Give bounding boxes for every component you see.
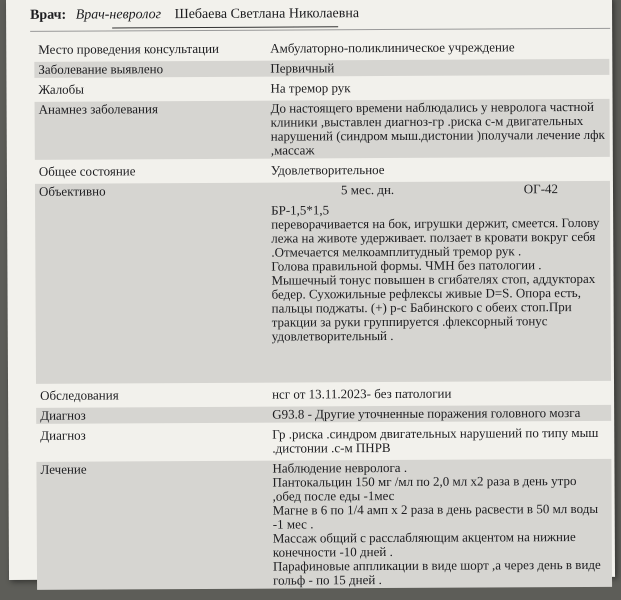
row-value xyxy=(268,459,612,589)
header-underline xyxy=(112,26,338,28)
row-label: Заболевание выявлено xyxy=(38,61,164,77)
doctor-header xyxy=(30,6,359,24)
document-page xyxy=(6,0,615,588)
value-line: конечности -10 дней . xyxy=(272,543,393,560)
row-objective xyxy=(35,181,611,384)
row-label: Диагноз xyxy=(40,407,86,423)
row-value xyxy=(266,39,609,57)
row-value xyxy=(267,161,610,179)
row-general-state xyxy=(35,161,610,180)
value-line: Мышечный тонус повышен в сгибателях стоп, аддукторах xyxy=(271,270,596,288)
value-line: Пантокальцин 150 мг /мл по 2,0 мл х2 раза в день утро xyxy=(272,473,577,490)
value-line: удовлетворительный . xyxy=(271,327,394,344)
value-line: Массаж общий с расслабляющим акцентом на нижние xyxy=(272,529,576,546)
value-line: ,массаж xyxy=(270,142,315,158)
row-diagnosis-code xyxy=(36,405,611,424)
value-line: нарушений (синдром мыш.дистонии )получали лечение лфк xyxy=(270,126,605,144)
row-label: Место проведения консультации xyxy=(38,40,219,57)
objective-header xyxy=(271,182,606,198)
doctor-label: Врач: xyxy=(30,7,67,23)
value-line: Наблюдение невролога . xyxy=(272,459,408,476)
row-value xyxy=(268,425,611,457)
value-line: лежа на животе удерживает. ползает в кровати вокруг себя xyxy=(271,228,596,246)
value-line: Гр .риска .синдром двигательных нарушений по типу мыш xyxy=(272,424,599,442)
value-line: .дистонии .с-м ПНРВ xyxy=(272,439,391,456)
row-value xyxy=(267,99,610,159)
value-line: Парафиновые аппликации в виде шорт ,а через день в виде xyxy=(272,556,601,574)
row-label: Лечение xyxy=(40,461,87,477)
value-line: нсг от 13.11.2023- без патологии xyxy=(272,385,452,402)
head-circumference: ОГ-42 xyxy=(523,181,559,197)
row-value xyxy=(266,79,609,97)
row-examinations xyxy=(36,385,611,404)
row-value xyxy=(268,405,611,423)
row-anamnesis xyxy=(35,99,610,160)
row-complaints xyxy=(34,79,609,98)
value-line: ,обед после еды -1мес xyxy=(272,487,395,504)
value-line: Магне в 6 по 1/4 амп х 2 раза в день расвести в 50 мл воды xyxy=(272,500,599,518)
row-diagnosis-text xyxy=(36,425,611,458)
row-place xyxy=(34,39,609,58)
row-value xyxy=(268,385,611,403)
value-line: Голова правильной формы. ЧМН без патологии . xyxy=(271,257,542,274)
row-label: Обследования xyxy=(40,387,119,403)
value-line: Первичный xyxy=(270,60,335,76)
value-line: .Отмечается мелкоамплитудный тремор рук . xyxy=(271,243,522,260)
row-label: Диагноз xyxy=(40,427,86,443)
value-line: G93.8 - Другие уточненные поражения головного мозга xyxy=(272,404,581,422)
row-value xyxy=(266,59,609,77)
value-line: До настоящего времени наблюдались у невролога частной xyxy=(270,98,594,116)
value-line: БР-1,5*1,5 xyxy=(271,202,330,218)
row-label: Жалобы xyxy=(38,81,85,97)
row-value xyxy=(267,181,611,383)
row-label: Анамнез заболевания xyxy=(38,101,158,117)
value-line: пальцы поджаты. (+) р-с Бабинского с обеих стоп.При xyxy=(271,299,572,316)
row-detected xyxy=(34,59,609,78)
value-line: Удовлетворительное xyxy=(270,162,385,178)
value-line: На тремор рук xyxy=(270,80,351,96)
row-label: Объективно xyxy=(38,183,106,199)
value-line: Амбулаторно-поликлиническое учреждение xyxy=(270,39,515,56)
value-line: -1 мес . xyxy=(272,516,314,532)
row-label: Общее состояние xyxy=(38,163,136,179)
value-line: гольф - по 15 дней . xyxy=(273,572,382,588)
doctor-name: Шебаева Светлана Николаевна xyxy=(174,6,360,23)
value-line: переворачивается на бок, игрушки держит, смеется. Голову xyxy=(271,214,600,232)
header-divider xyxy=(30,28,610,32)
row-treatment xyxy=(36,459,612,590)
doctor-role: Врач-невролог xyxy=(75,7,162,23)
value-line: клиники ,выставлен диагноз-гр .риска с-м двигательных xyxy=(270,112,584,130)
value-line: бедер. Сухожильные рефлексы живые D=S. Опора есть, xyxy=(271,284,582,302)
age-value: 5 мес. дн. xyxy=(340,181,395,198)
value-line xyxy=(272,370,607,382)
consultation-table xyxy=(34,37,612,590)
value-line: тракции за руки группируется .флексорный тонус xyxy=(271,313,548,330)
